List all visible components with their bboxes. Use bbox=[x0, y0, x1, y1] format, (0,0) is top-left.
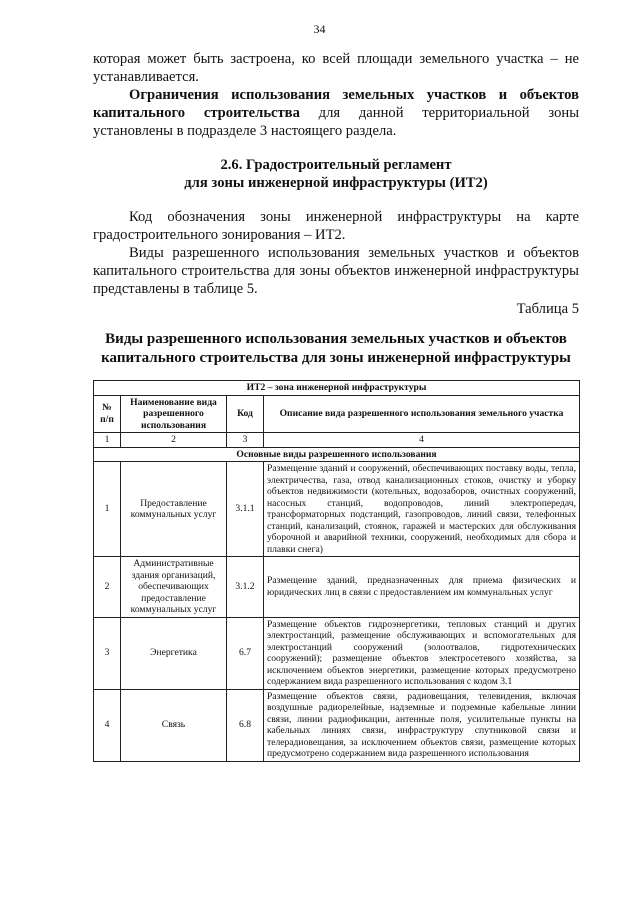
table-title: Виды разрешенного использования земельных участков и объектов капитального строительства для зоны инженерной инфраструктуры bbox=[101, 331, 571, 366]
row-num: 2 bbox=[94, 557, 121, 618]
table-row bbox=[94, 557, 580, 618]
uses-paragraph: Виды разрешенного использования земельных участков и объектов капитального строительства для зоны объектов инженерной инфраструктуры представлены в таблице 5. bbox=[93, 245, 579, 297]
section-label: Основные виды разрешенного использования bbox=[94, 447, 580, 462]
row-code: 3.1.2 bbox=[227, 557, 264, 618]
col-number: 1 bbox=[94, 433, 121, 448]
col-number: 3 bbox=[227, 433, 264, 448]
row-name: Энергетика bbox=[121, 617, 227, 689]
header-num: № п/п bbox=[94, 395, 121, 433]
row-code: 3.1.1 bbox=[227, 462, 264, 557]
section-body bbox=[93, 208, 579, 318]
table-label: Таблица 5 bbox=[516, 301, 579, 317]
column-number-row bbox=[94, 433, 580, 448]
row-desc: Размещение зданий и сооружений, обеспечивающих поставку воды, тепла, электричества, газа, отвод канализационных стоков, очистку и уборку объектов недвижимости (котельных, водозаборов, очистных сооружений, насосных станций, водопроводов, линий электропередач, трансформаторных подстанций, газопроводов, линий связи, телефонных станций, канализаций, стоянок, гаражей и мастерских для обслуживания уборочной и аварийной техники, сооружений, необходимых для сбора и плавки снега) bbox=[264, 462, 580, 557]
page-number: 34 bbox=[313, 22, 326, 36]
table-row bbox=[94, 462, 580, 557]
row-name: Связь bbox=[121, 689, 227, 761]
row-num: 3 bbox=[94, 617, 121, 689]
table-row bbox=[94, 689, 580, 761]
col-number: 4 bbox=[264, 433, 580, 448]
restrictions-rest-text: для данной территориальной зоны установлены в подразделе 3 настоящего раздела. bbox=[93, 105, 579, 139]
zone-header: ИТ2 – зона инженерной инфраструктуры bbox=[94, 381, 580, 396]
row-desc: Размещение объектов гидроэнергетики, тепловых станций и других электростанций, размещение обслуживающих и вспомогательных для электростанций сооружений (золоотвалов, гидротехнических сооружений); размещение объектов электросетевого хозяйства, за исключением объектов энергетики, размещение которых предусмотрено содержанием вида разрешенного использования с кодом 3.1 bbox=[264, 617, 580, 689]
restrictions-paragraph bbox=[93, 86, 579, 140]
restrictions-bold-text: Ограничения использования земельных участков и объектов капитального строительства bbox=[93, 87, 579, 121]
column-header-row bbox=[94, 395, 580, 433]
header-desc: Описание вида разрешенного использования земельного участка bbox=[264, 395, 580, 433]
row-desc: Размещение зданий, предназначенных для приема физических и юридических лиц в связи с предоставлением им коммунальных услуг bbox=[264, 557, 580, 618]
row-num: 4 bbox=[94, 689, 121, 761]
col-number: 2 bbox=[121, 433, 227, 448]
row-code: 6.7 bbox=[227, 617, 264, 689]
section-title-line2: для зоны инженерной инфраструктуры (ИТ2) bbox=[184, 175, 488, 191]
row-num: 1 bbox=[94, 462, 121, 557]
row-name: Административные здания организаций, обеспечивающих предоставление коммунальных услуг bbox=[121, 557, 227, 618]
section-row bbox=[94, 447, 580, 462]
section-title-line1: 2.6. Градостроительный регламент bbox=[220, 157, 452, 173]
row-code: 6.8 bbox=[227, 689, 264, 761]
zone-header-row bbox=[94, 381, 580, 396]
table-row bbox=[94, 617, 580, 689]
intro-paragraph: которая может быть застроена, ко всей площади земельного участка – не устанавливается. bbox=[93, 51, 579, 85]
row-name: Предоставление коммунальных услуг bbox=[121, 462, 227, 557]
intro-block bbox=[93, 50, 579, 140]
header-name: Наименование вида разрешенного использования bbox=[121, 395, 227, 433]
zone-code-paragraph: Код обозначения зоны инженерной инфраструктуры на карте градостроительного зонирования – ИТ2. bbox=[93, 209, 579, 243]
header-code: Код bbox=[227, 395, 264, 433]
row-desc: Размещение объектов связи, радиовещания, телевидения, включая воздушные радиорелейные, надземные и подземные кабельные линии связи, линии радиофикации, антенные поля, усилительные пункты на кабельных линиях связи, инфраструктуру спутниковой связи и телерадиовещания, за исключением объектов связи, размещение которых предусмотрено содержанием вида разрешенного использования bbox=[264, 689, 580, 761]
regulation-table bbox=[93, 380, 580, 762]
section-title bbox=[93, 156, 579, 192]
